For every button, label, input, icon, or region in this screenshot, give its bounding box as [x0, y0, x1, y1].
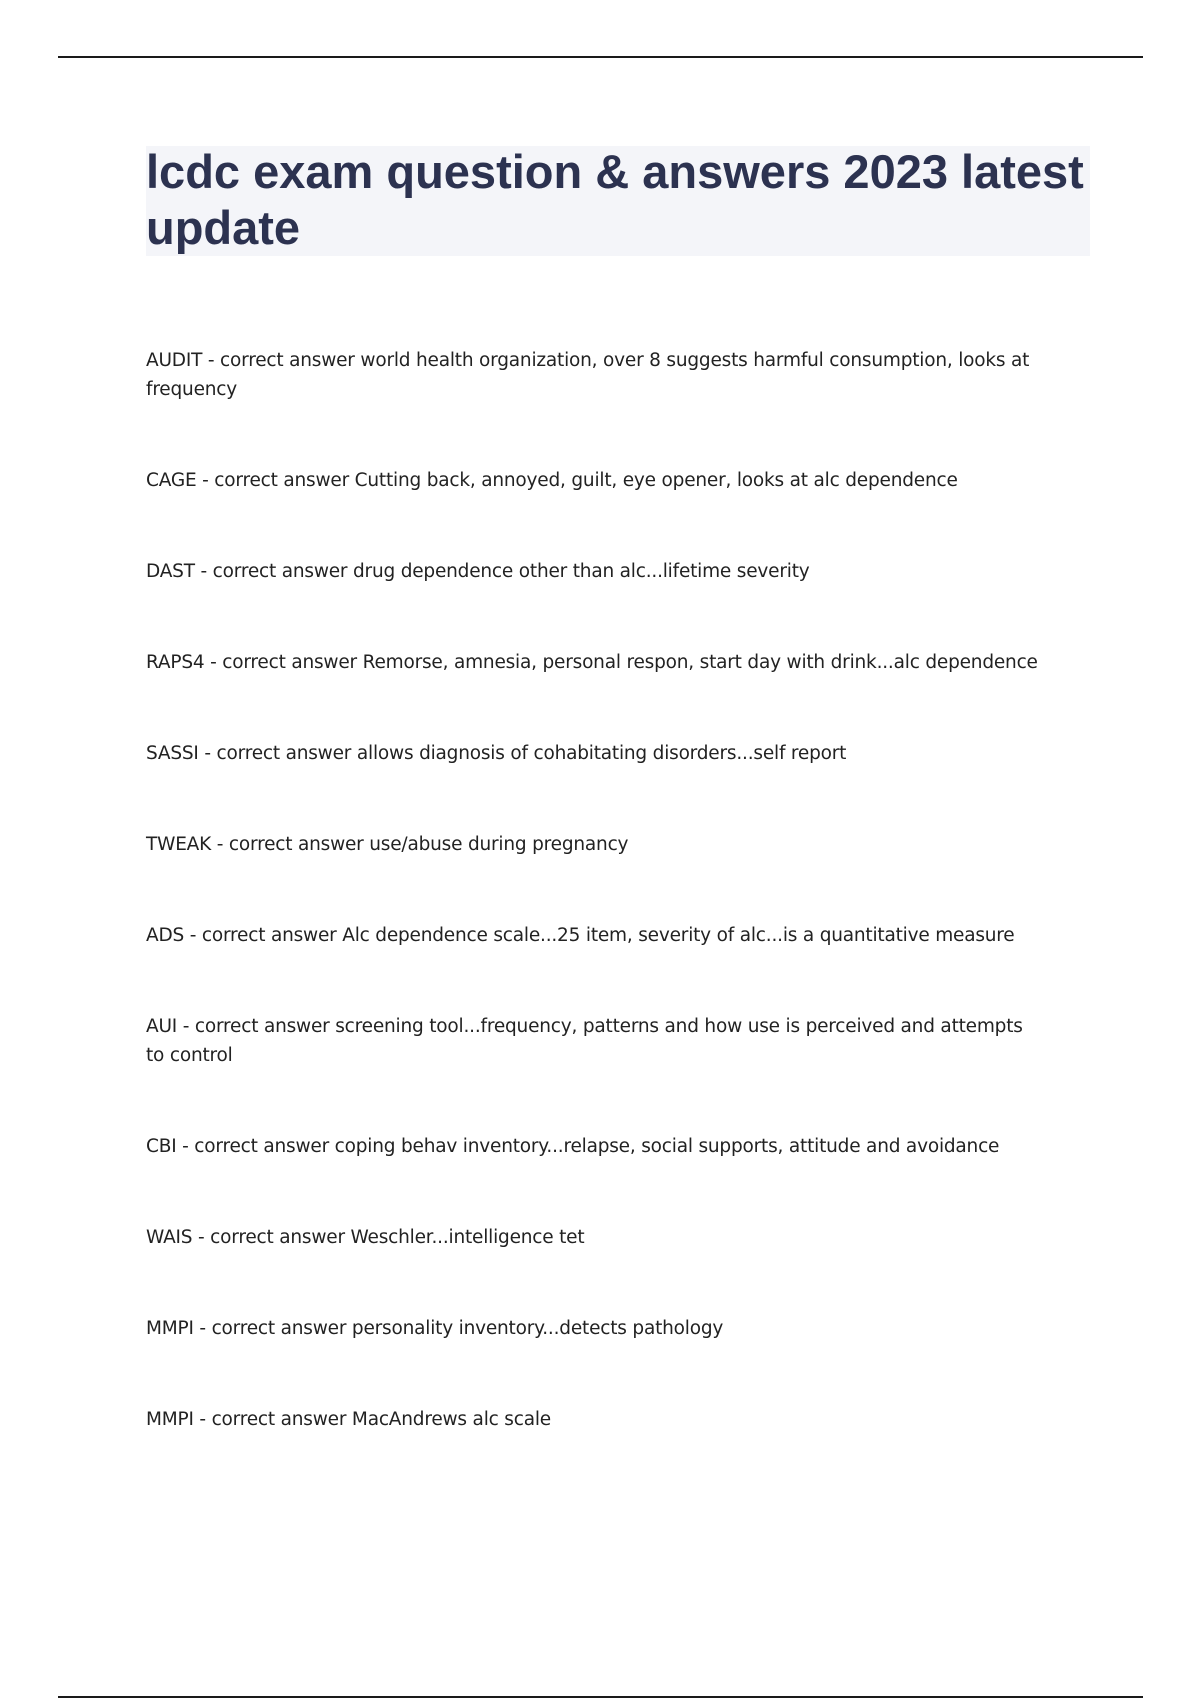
top-rule — [58, 56, 1143, 58]
qa-item-tweak: TWEAK - correct answer use/abuse during pregnancy — [146, 834, 629, 855]
qa-item-raps4: RAPS4 - correct answer Remorse, amnesia, personal respon, start day with drink...alc dependence — [146, 652, 1038, 673]
qa-item-aui: AUI - correct answer screening tool...frequency, patterns and how use is perceived and attempts to control — [146, 1016, 1023, 1066]
bottom-rule — [58, 1696, 1143, 1698]
qa-item-ads: ADS - correct answer Alc dependence scale...25 item, severity of alc...is a quantitative measure — [146, 925, 1015, 946]
qa-item-audit: AUDIT - correct answer world health organization, over 8 suggests harmful consumption, looks at frequency — [146, 350, 1030, 400]
qa-item-mmpi-personality: MMPI - correct answer personality inventory...detects pathology — [146, 1318, 724, 1339]
qa-item-cbi: CBI - correct answer coping behav inventory...relapse, social supports, attitude and avoidance — [146, 1136, 1000, 1157]
document-title: lcdc exam question & answers 2023 latest update — [146, 145, 1084, 254]
qa-item-mmpi-macandrews: MMPI - correct answer MacAndrews alc scale — [146, 1409, 551, 1430]
qa-list — [146, 346, 1046, 1496]
title-block — [146, 146, 1090, 256]
qa-item-sassi: SASSI - correct answer allows diagnosis of cohabitating disorders...self report — [146, 743, 847, 764]
qa-item-wais: WAIS - correct answer Weschler...intelligence tet — [146, 1227, 585, 1248]
qa-item-dast: DAST - correct answer drug dependence other than alc...lifetime severity — [146, 561, 810, 582]
qa-item-cage: CAGE - correct answer Cutting back, annoyed, guilt, eye opener, looks at alc dependence — [146, 470, 958, 491]
